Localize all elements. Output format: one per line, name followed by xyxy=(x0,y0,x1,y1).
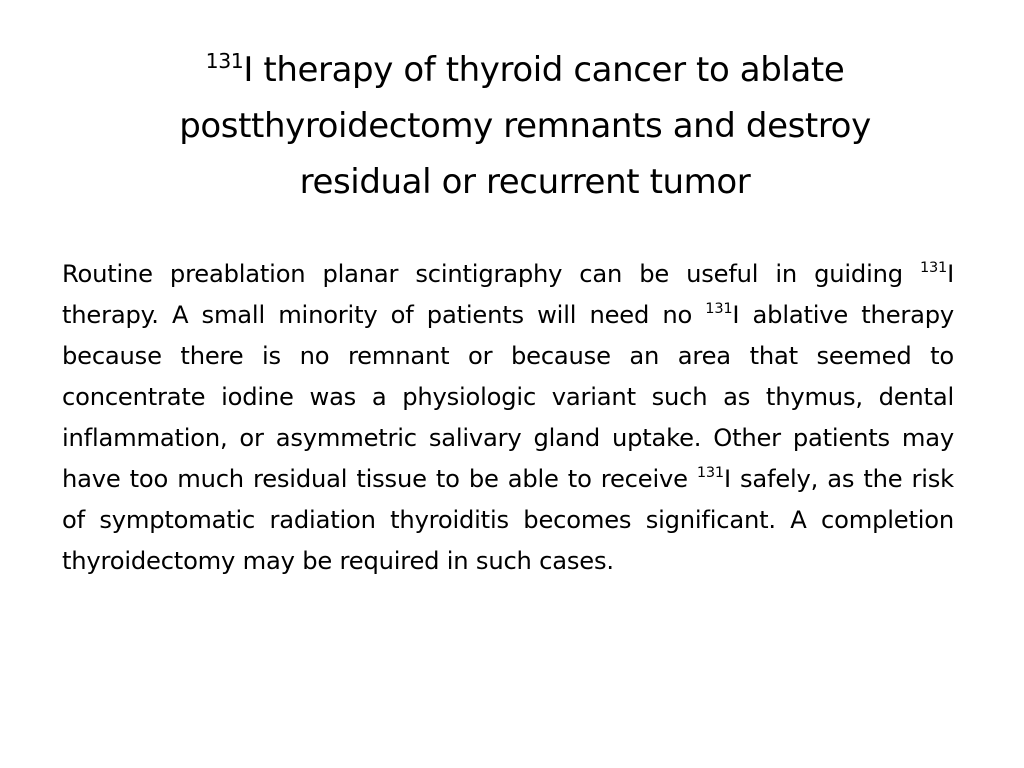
isotope-superscript-1: 131 xyxy=(919,260,948,277)
body-text-3: I ablative therapy because there is no remnant or because an area that seemed to concentrate iodine was a physiologic variant such as thymus, dental inflammation, or asymmetric salivary gland uptake. Other patients may have too much residual tissue to be able to receive xyxy=(62,301,955,493)
body-text-2: I therapy. A small minority of patients will need no xyxy=(62,260,954,329)
isotope-superscript-2: 131 xyxy=(705,301,733,318)
body-text-4: I safely, as the risk of symptomatic radiation thyroiditis becomes significant. A completion thyroidectomy may be required in such cases. xyxy=(62,465,954,575)
slide-title xyxy=(110,42,940,210)
body-text-1: Routine preablation planar scintigraphy can be useful in guiding xyxy=(62,260,920,288)
title-text: I therapy of thyroid cancer to ablate postthyroidectomy remnants and destroy residual or recurrent tumor xyxy=(179,50,871,202)
body-paragraph xyxy=(62,254,954,582)
title-superscript: 131 xyxy=(205,48,244,73)
isotope-superscript-3: 131 xyxy=(696,465,724,482)
